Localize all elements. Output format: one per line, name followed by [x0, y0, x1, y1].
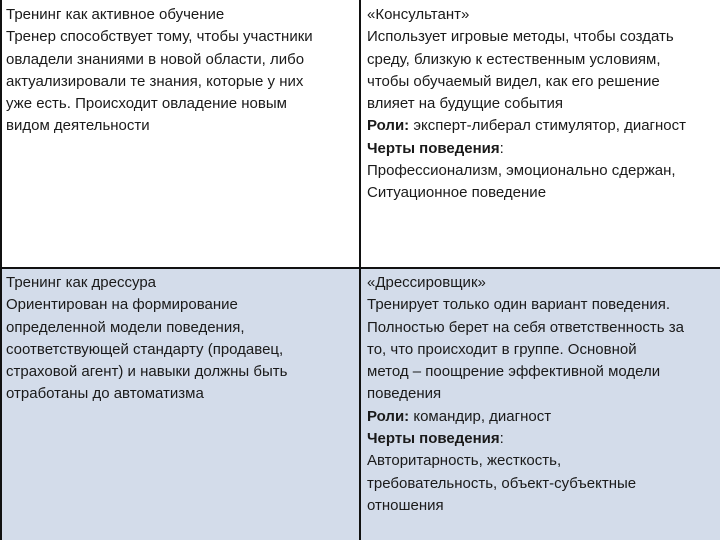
cell-text-line: поведения — [367, 385, 442, 403]
roles-label: Роли: — [367, 117, 410, 135]
cell-text-line: чтобы обучаемый видел, как его решение — [367, 72, 660, 90]
table-cell-trainer-role — [361, 0, 720, 268]
cell-text-line: Полностью берет на себя ответственность за — [367, 318, 685, 336]
traits-heading — [367, 138, 714, 160]
table-cell-training-type — [0, 268, 361, 540]
traits-line: требовательность, объект-субъектные — [367, 474, 637, 492]
traits-line: Профессионализм, эмоционально сдержан, — [367, 162, 676, 180]
cell-text-line: то, что происходит в группе. Основной — [367, 340, 637, 358]
cell-text-line: актуализировали те знания, которые у них — [6, 72, 304, 90]
traits-line: Ситуационное поведение — [367, 184, 547, 202]
cell-text-line: овладели знаниями в новой области, либо — [6, 50, 305, 68]
cell-text-line: Тренер способствует тому, чтобы участники — [6, 28, 313, 46]
cell-text-line: страховой агент) и навыки должны быть — [6, 363, 288, 381]
cell-text-line: отработаны до автоматизма — [6, 385, 204, 403]
cell-text-line: соответствующей стандарту (продавец, — [6, 340, 284, 358]
cell-text-line: уже есть. Происходит овладение новым — [6, 95, 287, 113]
cell-text-line: Использует игровые методы, чтобы создать — [367, 28, 674, 46]
row-divider — [0, 267, 720, 269]
cell-text-line: видом деятельности — [6, 117, 150, 135]
roles-value: эксперт-либерал стимулятор, диагност — [409, 117, 687, 135]
traits-colon: : — [499, 139, 504, 157]
cell-text-line: среду, близкую к естественным условиям, — [367, 50, 661, 68]
traits-line: Авторитарность, жесткость, — [367, 452, 562, 470]
traits-label: Черты поведения — [367, 430, 500, 448]
cell-text-line: влияет на будущие события — [367, 95, 564, 113]
traits-label: Черты поведения — [367, 139, 500, 157]
cell-text-line: метод – поощрение эффективной модели — [367, 363, 661, 381]
roles-line — [367, 115, 714, 137]
cell-heading: Тренинг как дрессура — [6, 274, 157, 291]
cell-text-line: Ориентирован на формирование — [6, 296, 238, 314]
cell-heading: «Консультант» — [367, 6, 470, 23]
traits-line: отношения — [367, 496, 444, 514]
column-divider — [359, 0, 361, 540]
table-border-left — [0, 0, 2, 540]
cell-text-line: Тренирует только один вариант поведения. — [367, 296, 671, 314]
roles-label: Роли: — [367, 407, 410, 425]
traits-colon: : — [499, 430, 504, 448]
traits-heading — [367, 428, 714, 450]
cell-text-line: определенной модели поведения, — [6, 318, 245, 336]
roles-value: командир, диагност — [409, 407, 552, 425]
roles-line — [367, 406, 714, 428]
cell-heading: «Дрессировщик» — [367, 274, 486, 291]
cell-heading: Тренинг как активное обучение — [6, 6, 225, 23]
table-cell-training-type — [0, 0, 361, 268]
table-cell-trainer-role — [361, 268, 720, 540]
